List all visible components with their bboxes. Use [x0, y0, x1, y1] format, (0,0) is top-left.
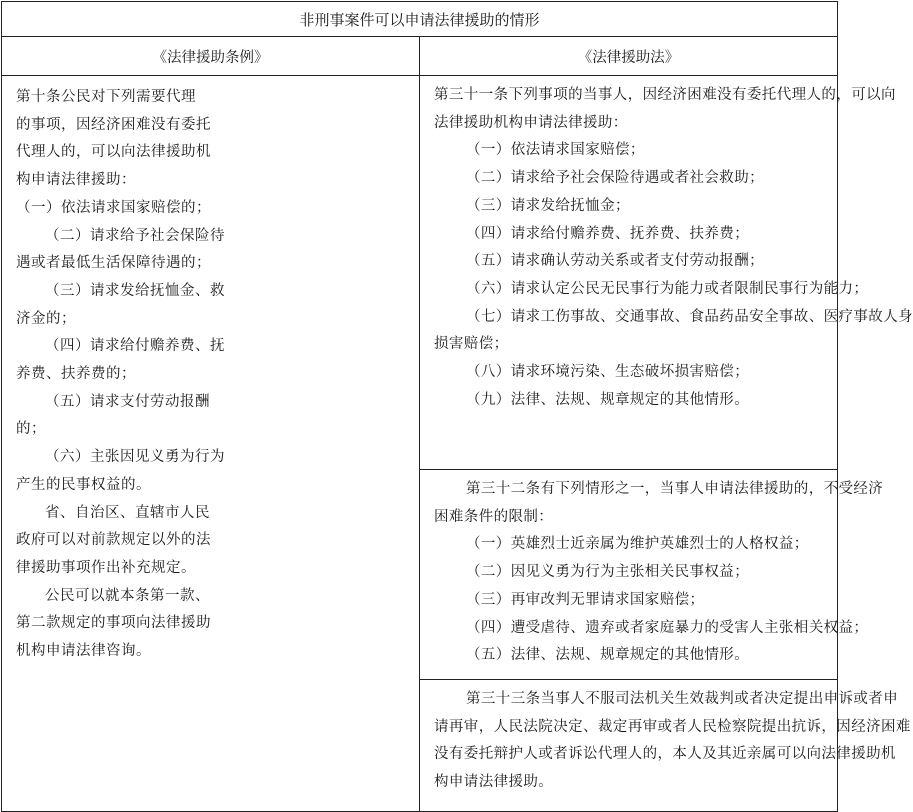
text-line: （四）遭受虐待、遗弃或者家庭暴力的受害人主张相关权益；: [466, 619, 869, 636]
text-line: 第三十二条有下列情形之一，当事人申请法律援助的，不受经济: [466, 481, 884, 497]
text-line: 第三十三条当事人不服司法机关生效裁判或者决定提出申诉或者申: [466, 691, 899, 707]
law-article-31: [420, 76, 913, 470]
text-line: 的事项，因经济困难没有委托: [16, 116, 211, 133]
text-line: 省、自治区、直辖市人民: [45, 504, 210, 521]
text-line: （五）法律、法规、规章规定的其他情形。: [466, 647, 750, 664]
law-article-32: [420, 470, 884, 680]
text-line: 没有委托辩护人或者诉讼代理人的，本人及其近亲属可以向法律援助机: [434, 746, 896, 763]
text-line: （六）请求认定公民无民事行为能力或者限制民事行为能力；: [466, 280, 869, 297]
text-line: （六）主张因见义勇为行为: [45, 449, 225, 466]
text-line: 政府可以对前款规定以外的法: [16, 532, 211, 549]
text-line: （一）英雄烈士近亲属为维护英雄烈士的人格权益；: [466, 536, 809, 553]
text-line: 济金的；: [16, 310, 76, 327]
text-line: 请再审，人民法院决定、裁定再审或者人民检察院提出抗诉，因经济困难: [434, 718, 911, 735]
text-line: 律援助事项作出补充规定。: [16, 559, 196, 576]
text-line: 构申请法律援助。: [434, 774, 554, 791]
text-line: （一）依法请求国家赔偿；: [466, 142, 645, 159]
text-line: 构申请法律援助：: [16, 172, 136, 189]
legal-aid-comparison-table: [1, 1, 913, 812]
text-line: 代理人的，可以向法律援助机: [16, 144, 211, 161]
text-line: 产生的民事权益的。: [16, 476, 151, 493]
text-line: 的；: [16, 421, 46, 438]
text-line: 法律援助机构申请法律援助：: [434, 114, 628, 131]
text-line: （一）依法请求国家赔偿的；: [16, 199, 211, 216]
text-line: 养费、扶养费的；: [16, 366, 136, 383]
text-line: 第十条公民对下列需要代理: [16, 89, 196, 105]
text-line: 损害赔偿；: [434, 336, 509, 353]
text-line: 第二款规定的事项向法律援助: [16, 615, 211, 632]
text-line: （二）请求给予社会保险待: [45, 227, 225, 244]
text-line: 第三十一条下列事项的当事人，因经济困难没有委托代理人的，可以向: [434, 87, 896, 103]
header-regulation: 《法律援助条例》: [2, 37, 420, 76]
text-line: 困难条件的限制：: [434, 508, 554, 525]
header-law: 《法律援助法》: [420, 37, 838, 76]
text-line: （三）请求发给抚恤金、救: [45, 282, 225, 299]
law-article-33: [420, 680, 911, 812]
text-line: （三）再审改判无罪请求国家赔偿；: [466, 591, 705, 608]
text-line: （八）请求环境污染、生态破坏损害赔偿；: [466, 364, 750, 381]
text-line: （五）请求确认劳动关系或者支付劳动报酬；: [466, 253, 764, 270]
text-line: （四）请求给付赡养费、抚: [45, 338, 225, 355]
text-line: （二）请求给予社会保险待遇或者社会救助；: [466, 170, 764, 187]
text-line: （二）因见义勇为行为主张相关民事权益；: [466, 564, 750, 581]
text-line: （三）请求发给抚恤金；: [466, 197, 630, 214]
text-line: 机构申请法律咨询。: [16, 643, 151, 660]
text-line: 遇或者最低生活保障待遇的；: [16, 255, 211, 272]
text-line: （九）法律、法规、规章规定的其他情形。: [466, 391, 750, 408]
text-line: （五）请求支付劳动报酬: [45, 393, 210, 410]
text-line: 公民可以就本条第一款、: [45, 587, 210, 604]
text-line: （四）请求给付赡养费、抚养费、扶养费；: [466, 225, 750, 242]
table-title: 非刑事案件可以申请法律援助的情形: [2, 2, 838, 37]
text-line: （七）请求工伤事故、交通事故、食品药品安全事故、医疗事故人身: [466, 308, 913, 325]
regulation-article-10: [2, 76, 420, 812]
